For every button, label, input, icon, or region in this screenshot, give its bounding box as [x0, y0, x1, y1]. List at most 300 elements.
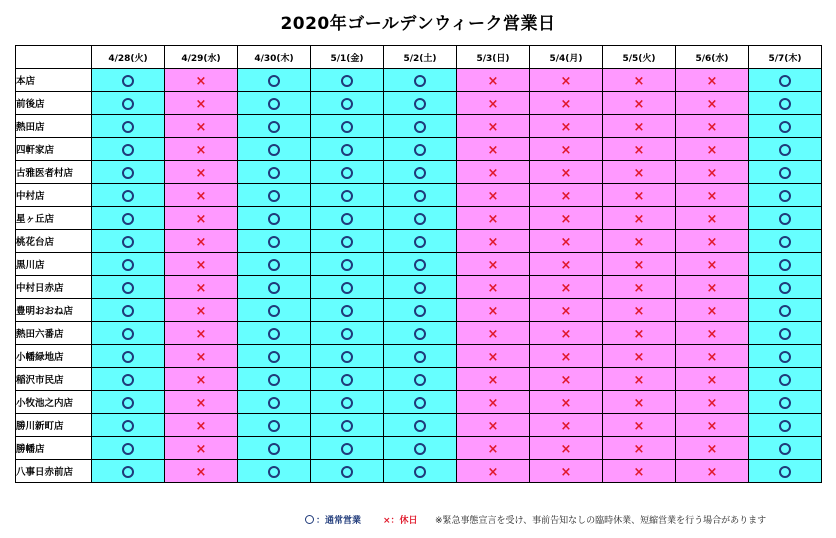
closed-cell: [457, 368, 530, 391]
closed-x-icon: ×: [487, 441, 499, 457]
open-circle-icon: [779, 305, 791, 317]
closed-cell: [603, 207, 676, 230]
open-cell: [749, 138, 822, 161]
open-circle-icon: [268, 282, 280, 294]
open-circle-icon: [341, 328, 353, 340]
open-cell: [92, 299, 165, 322]
open-cell: [311, 368, 384, 391]
open-circle-icon: [779, 443, 791, 455]
open-circle-icon: [779, 328, 791, 340]
closed-x-icon: ×: [706, 73, 718, 89]
open-cell: [238, 322, 311, 345]
open-cell: [384, 322, 457, 345]
open-cell: [92, 138, 165, 161]
date-header: 5/6(水): [676, 46, 749, 69]
closed-cell: [457, 391, 530, 414]
closed-x-icon: ×: [560, 142, 572, 158]
closed-cell: [165, 322, 238, 345]
open-cell: [384, 276, 457, 299]
open-cell: [92, 414, 165, 437]
closed-x-icon: ×: [560, 96, 572, 112]
closed-x-icon: ×: [633, 96, 645, 112]
open-cell: [238, 230, 311, 253]
closed-x-icon: ×: [560, 349, 572, 365]
table-row: [16, 69, 822, 92]
closed-x-icon: ×: [487, 326, 499, 342]
closed-x-icon: ×: [195, 73, 207, 89]
open-cell: [311, 230, 384, 253]
store-name: 熱田六番店: [16, 322, 92, 345]
closed-x-icon: ×: [560, 165, 572, 181]
open-circle-icon: [779, 397, 791, 409]
open-cell: [92, 345, 165, 368]
open-cell: [384, 437, 457, 460]
open-cell: [92, 230, 165, 253]
closed-x-icon: ×: [560, 234, 572, 250]
schedule-table: [15, 45, 822, 483]
closed-x-icon: ×: [706, 142, 718, 158]
open-cell: [311, 184, 384, 207]
legend-open: [305, 513, 361, 526]
closed-cell: [676, 161, 749, 184]
open-circle-icon: [779, 282, 791, 294]
open-circle-icon: [779, 190, 791, 202]
closed-cell: [603, 138, 676, 161]
date-header: 5/1(金): [311, 46, 384, 69]
closed-x-icon: ×: [195, 418, 207, 434]
table-row: [16, 230, 822, 253]
closed-x-icon: ×: [487, 142, 499, 158]
closed-cell: [530, 276, 603, 299]
store-name: 桃花台店: [16, 230, 92, 253]
open-cell: [92, 391, 165, 414]
open-cell: [384, 230, 457, 253]
store-name: 星ヶ丘店: [16, 207, 92, 230]
closed-x-icon: ×: [706, 96, 718, 112]
closed-x-icon: ×: [633, 372, 645, 388]
closed-cell: [530, 253, 603, 276]
open-cell: [238, 345, 311, 368]
closed-x-icon: ×: [560, 372, 572, 388]
closed-x-icon: ×: [560, 395, 572, 411]
closed-cell: [165, 253, 238, 276]
closed-x-icon: ×: [706, 119, 718, 135]
open-cell: [384, 115, 457, 138]
store-name: 四軒家店: [16, 138, 92, 161]
open-circle-icon: [268, 144, 280, 156]
closed-cell: [165, 299, 238, 322]
closed-x-icon: ×: [560, 257, 572, 273]
store-name: 小牧池之内店: [16, 391, 92, 414]
open-circle-icon: [779, 213, 791, 225]
open-circle-icon: [414, 190, 426, 202]
closed-cell: [457, 184, 530, 207]
open-circle-icon: [414, 420, 426, 432]
closed-x-icon: ×: [195, 257, 207, 273]
store-name: 熱田店: [16, 115, 92, 138]
table-row: [16, 253, 822, 276]
closed-cell: [530, 230, 603, 253]
open-circle-icon: [341, 443, 353, 455]
open-cell: [749, 253, 822, 276]
open-circle-icon: [341, 190, 353, 202]
open-circle-icon: [122, 397, 134, 409]
open-circle-icon: [341, 121, 353, 133]
open-circle-icon: [122, 75, 134, 87]
open-cell: [311, 207, 384, 230]
open-cell: [749, 184, 822, 207]
closed-cell: [457, 138, 530, 161]
closed-cell: [165, 460, 238, 483]
open-circle-icon: [341, 236, 353, 248]
open-circle-icon: [414, 351, 426, 363]
closed-cell: [457, 345, 530, 368]
closed-cell: [603, 299, 676, 322]
open-cell: [311, 391, 384, 414]
closed-cell: [165, 138, 238, 161]
open-cell: [311, 161, 384, 184]
closed-cell: [676, 253, 749, 276]
store-name: 黒川店: [16, 253, 92, 276]
closed-cell: [165, 276, 238, 299]
closed-cell: [457, 299, 530, 322]
closed-x-icon: ×: [487, 73, 499, 89]
closed-cell: [676, 69, 749, 92]
closed-x-icon: ×: [487, 188, 499, 204]
closed-cell: [165, 437, 238, 460]
closed-cell: [530, 299, 603, 322]
closed-x-icon: ×: [706, 349, 718, 365]
legend-closed: ×：休日: [383, 516, 418, 526]
closed-cell: [457, 322, 530, 345]
closed-cell: [165, 161, 238, 184]
closed-cell: [457, 253, 530, 276]
open-cell: [384, 161, 457, 184]
closed-x-icon: ×: [487, 372, 499, 388]
open-cell: [749, 161, 822, 184]
closed-x-icon: ×: [195, 326, 207, 342]
open-circle-icon: [268, 328, 280, 340]
open-circle-icon: [779, 144, 791, 156]
open-cell: [749, 92, 822, 115]
closed-x-icon: ×: [560, 326, 572, 342]
closed-cell: [603, 437, 676, 460]
store-name: 稲沢市民店: [16, 368, 92, 391]
closed-cell: [603, 161, 676, 184]
store-name: 中村日赤店: [16, 276, 92, 299]
closed-cell: [530, 414, 603, 437]
open-cell: [384, 138, 457, 161]
store-name: 前後店: [16, 92, 92, 115]
closed-cell: [457, 437, 530, 460]
open-circle-icon: [779, 75, 791, 87]
open-circle-icon: [122, 121, 134, 133]
closed-cell: [530, 161, 603, 184]
closed-cell: [603, 69, 676, 92]
open-cell: [311, 322, 384, 345]
open-circle-icon: [779, 351, 791, 363]
closed-x-icon: ×: [706, 441, 718, 457]
open-circle-icon: [779, 374, 791, 386]
closed-cell: [165, 184, 238, 207]
closed-cell: [457, 69, 530, 92]
closed-cell: [457, 207, 530, 230]
open-cell: [238, 184, 311, 207]
table-row: [16, 391, 822, 414]
closed-cell: [165, 69, 238, 92]
open-circle-icon: [122, 420, 134, 432]
closed-x-icon: ×: [633, 280, 645, 296]
closed-cell: [457, 161, 530, 184]
open-circle-icon: [268, 351, 280, 363]
store-name: 小幡緑地店: [16, 345, 92, 368]
open-circle-icon: [414, 466, 426, 478]
open-circle-icon: [414, 328, 426, 340]
open-circle-icon: [779, 121, 791, 133]
closed-cell: [676, 299, 749, 322]
open-circle-icon: [341, 420, 353, 432]
table-row: [16, 184, 822, 207]
open-circle-icon: [414, 98, 426, 110]
open-cell: [92, 207, 165, 230]
closed-x-icon: ×: [633, 418, 645, 434]
open-circle-icon: [341, 397, 353, 409]
closed-x-icon: ×: [487, 234, 499, 250]
closed-cell: [676, 460, 749, 483]
closed-cell: [530, 437, 603, 460]
table-row: [16, 322, 822, 345]
open-circle-icon: [122, 443, 134, 455]
open-cell: [311, 92, 384, 115]
closed-x-icon: ×: [633, 441, 645, 457]
open-cell: [311, 253, 384, 276]
open-circle-icon: [305, 515, 314, 524]
closed-x-icon: ×: [633, 464, 645, 480]
open-cell: [238, 391, 311, 414]
open-cell: [311, 460, 384, 483]
open-circle-icon: [268, 190, 280, 202]
closed-x-icon: ×: [633, 234, 645, 250]
closed-cell: [676, 276, 749, 299]
closed-cell: [530, 368, 603, 391]
closed-x-icon: ×: [560, 211, 572, 227]
open-cell: [384, 345, 457, 368]
open-cell: [384, 92, 457, 115]
closed-x-icon: ×: [633, 188, 645, 204]
open-cell: [92, 115, 165, 138]
table-row: [16, 437, 822, 460]
closed-x-icon: ×: [706, 395, 718, 411]
open-circle-icon: [341, 213, 353, 225]
closed-x-icon: ×: [487, 418, 499, 434]
open-cell: [749, 345, 822, 368]
closed-cell: [676, 207, 749, 230]
closed-x-icon: ×: [560, 303, 572, 319]
closed-cell: [676, 322, 749, 345]
open-cell: [311, 414, 384, 437]
closed-x-icon: ×: [487, 280, 499, 296]
open-circle-icon: [268, 121, 280, 133]
closed-x-icon: ×: [560, 441, 572, 457]
closed-cell: [676, 92, 749, 115]
open-cell: [749, 437, 822, 460]
open-cell: [384, 414, 457, 437]
table-row: [16, 161, 822, 184]
closed-x-icon: ×: [560, 188, 572, 204]
closed-cell: [603, 276, 676, 299]
closed-x-icon: ×: [633, 73, 645, 89]
open-cell: [749, 322, 822, 345]
date-header: 5/2(土): [384, 46, 457, 69]
open-circle-icon: [341, 98, 353, 110]
table-row: [16, 460, 822, 483]
closed-cell: [676, 345, 749, 368]
table-row: [16, 115, 822, 138]
closed-cell: [530, 391, 603, 414]
header-row: [16, 46, 822, 69]
open-cell: [92, 460, 165, 483]
store-name: 豊明おおね店: [16, 299, 92, 322]
closed-x-icon: ×: [195, 372, 207, 388]
open-circle-icon: [122, 305, 134, 317]
open-circle-icon: [268, 167, 280, 179]
date-header: 4/30(木): [238, 46, 311, 69]
open-cell: [238, 253, 311, 276]
open-circle-icon: [268, 98, 280, 110]
closed-x-icon: ×: [195, 280, 207, 296]
open-circle-icon: [779, 466, 791, 478]
open-circle-icon: [268, 213, 280, 225]
closed-cell: [676, 184, 749, 207]
closed-x-icon: ×: [195, 464, 207, 480]
open-cell: [749, 368, 822, 391]
date-header: 5/4(月): [530, 46, 603, 69]
open-circle-icon: [122, 144, 134, 156]
open-cell: [92, 184, 165, 207]
open-cell: [311, 138, 384, 161]
closed-cell: [603, 460, 676, 483]
closed-x-icon: ×: [706, 280, 718, 296]
open-circle-icon: [122, 328, 134, 340]
table-row: [16, 92, 822, 115]
open-circle-icon: [268, 466, 280, 478]
closed-x-icon: ×: [633, 119, 645, 135]
legend-open-label: ：通常営業: [316, 516, 362, 526]
closed-cell: [603, 115, 676, 138]
closed-x-icon: ×: [633, 303, 645, 319]
open-circle-icon: [414, 282, 426, 294]
closed-x-icon: ×: [633, 211, 645, 227]
open-circle-icon: [122, 466, 134, 478]
open-circle-icon: [268, 259, 280, 271]
closed-x-icon: ×: [706, 464, 718, 480]
closed-cell: [676, 437, 749, 460]
open-circle-icon: [122, 213, 134, 225]
closed-cell: [457, 276, 530, 299]
open-cell: [384, 368, 457, 391]
table-row: [16, 414, 822, 437]
open-circle-icon: [268, 397, 280, 409]
table-row: [16, 138, 822, 161]
date-header: 5/7(木): [749, 46, 822, 69]
closed-x-icon: ×: [195, 234, 207, 250]
closed-cell: [603, 230, 676, 253]
closed-x-icon: ×: [195, 96, 207, 112]
open-cell: [238, 414, 311, 437]
store-name: 中村店: [16, 184, 92, 207]
closed-cell: [530, 115, 603, 138]
open-circle-icon: [414, 213, 426, 225]
store-name: 八事日赤前店: [16, 460, 92, 483]
open-cell: [92, 322, 165, 345]
open-cell: [749, 299, 822, 322]
open-circle-icon: [414, 144, 426, 156]
open-circle-icon: [414, 236, 426, 248]
open-cell: [238, 92, 311, 115]
store-name: 古雅医者村店: [16, 161, 92, 184]
closed-cell: [457, 414, 530, 437]
closed-cell: [530, 92, 603, 115]
closed-x-icon: ×: [195, 349, 207, 365]
closed-cell: [457, 460, 530, 483]
closed-cell: [457, 230, 530, 253]
closed-cell: [530, 207, 603, 230]
closed-x-icon: ×: [195, 303, 207, 319]
closed-x-icon: ×: [195, 142, 207, 158]
open-cell: [311, 69, 384, 92]
closed-cell: [603, 368, 676, 391]
open-circle-icon: [414, 443, 426, 455]
closed-x-icon: ×: [487, 303, 499, 319]
open-circle-icon: [122, 236, 134, 248]
closed-cell: [603, 92, 676, 115]
closed-cell: [603, 391, 676, 414]
closed-x-icon: ×: [487, 211, 499, 227]
closed-cell: [530, 69, 603, 92]
closed-x-icon: ×: [706, 165, 718, 181]
open-cell: [384, 253, 457, 276]
closed-cell: [676, 230, 749, 253]
date-header: 5/5(火): [603, 46, 676, 69]
open-cell: [384, 184, 457, 207]
closed-x-icon: ×: [487, 349, 499, 365]
open-cell: [384, 207, 457, 230]
store-name: 勝幡店: [16, 437, 92, 460]
open-cell: [238, 138, 311, 161]
closed-x-icon: ×: [560, 464, 572, 480]
closed-x-icon: ×: [706, 234, 718, 250]
open-cell: [749, 391, 822, 414]
table-row: [16, 276, 822, 299]
closed-cell: [165, 92, 238, 115]
open-circle-icon: [779, 259, 791, 271]
closed-cell: [676, 138, 749, 161]
open-circle-icon: [341, 374, 353, 386]
legend-note: ※緊急事態宣言を受け、事前告知なしの臨時休業、短縮営業を行う場合があります: [435, 516, 767, 526]
table-row: [16, 345, 822, 368]
open-cell: [749, 276, 822, 299]
open-cell: [92, 437, 165, 460]
open-cell: [749, 69, 822, 92]
open-circle-icon: [122, 167, 134, 179]
open-cell: [238, 276, 311, 299]
open-circle-icon: [268, 236, 280, 248]
closed-cell: [603, 322, 676, 345]
open-cell: [238, 161, 311, 184]
open-circle-icon: [122, 351, 134, 363]
closed-x-icon: ×: [560, 119, 572, 135]
closed-cell: [165, 391, 238, 414]
